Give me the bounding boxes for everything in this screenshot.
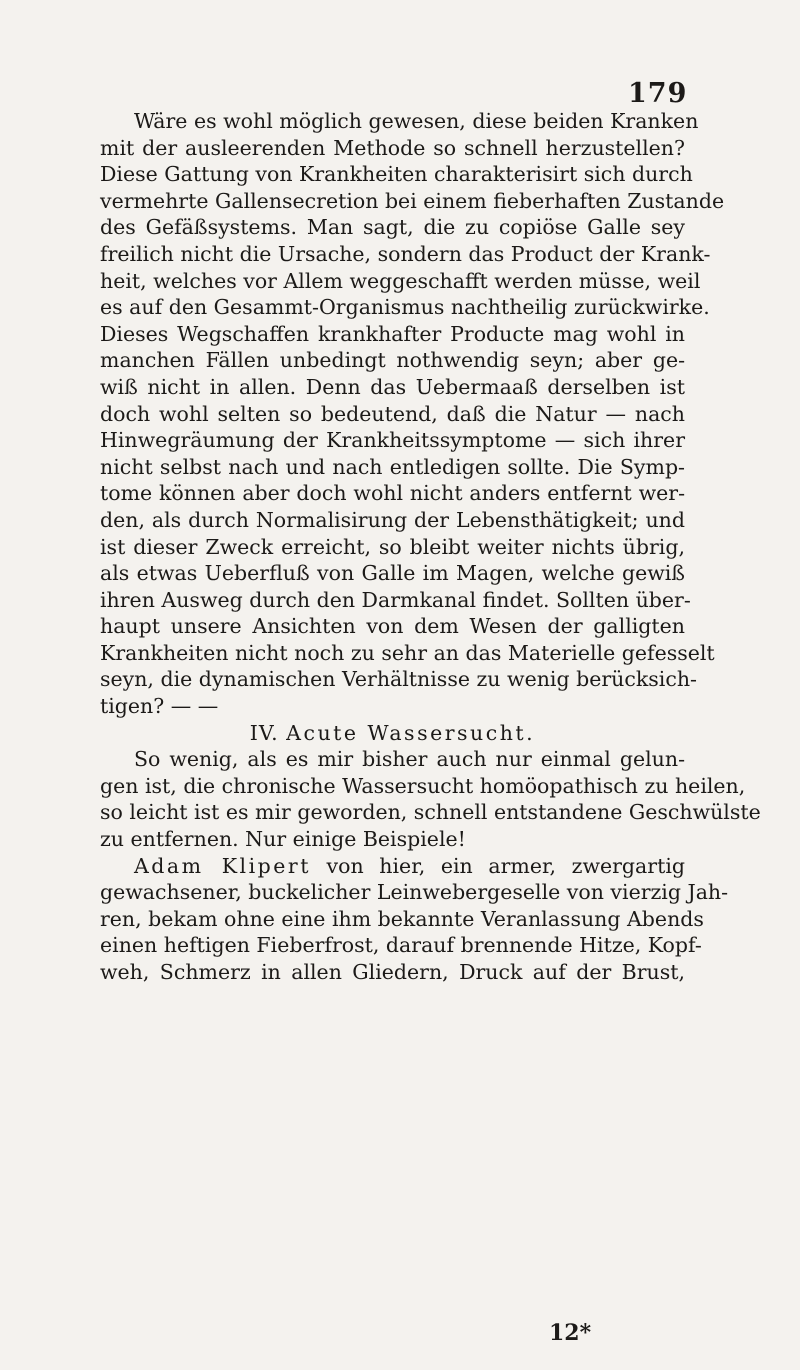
paragraph-wassersucht: [100, 746, 761, 852]
patient-name: Adam Klipert: [134, 853, 311, 878]
text-line: tome können aber doch wohl nicht anders entfernt wer-: [100, 481, 685, 506]
page-number: 179: [628, 78, 688, 109]
text-line: gewachsener, buckelicher Leinwebergeselle von vierzig Jah-: [100, 880, 729, 905]
text-line: mit der ausleerenden Methode so schnell herzustellen?: [100, 135, 685, 160]
text-line: Diese Gattung von Krankheiten charakterisirt sich durch: [100, 162, 693, 187]
text-line: freilich nicht die Ursache, sondern das Product der Krank-: [100, 241, 711, 266]
text-line: heit, welches vor Allem weggeschafft werden müsse, weil: [100, 268, 701, 293]
text-line: des Gefäßsystems. Man sagt, die zu copiöse Galle sey: [100, 215, 685, 240]
text-line: einen heftigen Fieberfrost, darauf brennende Hitze, Kopf-: [100, 933, 702, 958]
text-line: als etwas Ueberfluß von Galle im Magen, welche gewiß: [100, 561, 685, 586]
text-line: manchen Fällen unbedingt nothwendig seyn; aber ge-: [100, 348, 685, 373]
text-line: [100, 853, 685, 880]
section-title: Acute Wassersucht.: [286, 720, 536, 745]
text-line: wiß nicht in allen. Denn das Uebermaaß derselben ist: [100, 374, 685, 399]
text-line: gen ist, die chronische Wassersucht homöopathisch zu heilen,: [100, 773, 746, 798]
printer-signature-mark: 12*: [549, 1320, 592, 1346]
text-line: ist dieser Zweck erreicht, so bleibt weiter nichts übrig,: [100, 534, 685, 559]
text-line: ihren Ausweg durch den Darmkanal findet. Sollten über-: [100, 587, 691, 612]
text-line: weh, Schmerz in allen Gliedern, Druck auf der Brust,: [100, 960, 685, 984]
text-line: seyn, die dynamischen Verhältnisse zu wenig berücksich-: [100, 667, 697, 692]
text-line: doch wohl selten so bedeutend, daß die Natur — nach: [100, 401, 685, 426]
text-line: Hinwegräumung der Krankheitssymptome — sich ihrer: [100, 428, 685, 453]
text-line: es auf den Gesammt-Organismus nachtheilig zurückwirke.: [100, 295, 710, 320]
text-line: ren, bekam ohne eine ihm bekannte Veranlassung Abends: [100, 906, 704, 931]
paragraph-gallen-fieber: [100, 108, 725, 720]
text-fragment: von hier, ein armer, zwergartig: [310, 853, 685, 878]
text-line: so leicht ist es mir geworden, schnell entstandene Geschwülste: [100, 800, 761, 825]
text-line: zu entfernen. Nur einige Beispiele!: [100, 827, 466, 852]
body-text: [100, 108, 761, 986]
text-line: Wäre es wohl möglich gewesen, diese beiden Kranken: [134, 109, 699, 133]
section-heading: [100, 720, 685, 747]
text-line: tigen? — —: [100, 694, 219, 719]
text-line: haupt unsere Ansichten von dem Wesen der galligten: [100, 614, 685, 639]
text-line: So wenig, als es mir bisher auch nur einmal gelun-: [134, 747, 685, 772]
text-line: den, als durch Normalisirung der Lebensthätigkeit; und: [100, 507, 685, 532]
paragraph-case-klipert: [100, 853, 729, 986]
section-number: IV.: [249, 720, 279, 745]
text-line: nicht selbst nach und nach entledigen sollte. Die Symp-: [100, 454, 685, 479]
text-line: vermehrte Gallensecretion bei einem fieberhaften Zustande: [100, 188, 725, 213]
text-line: Dieses Wegschaffen krankhafter Producte mag wohl in: [100, 321, 685, 346]
text-line: Krankheiten nicht noch zu sehr an das Materielle gefesselt: [100, 640, 715, 665]
